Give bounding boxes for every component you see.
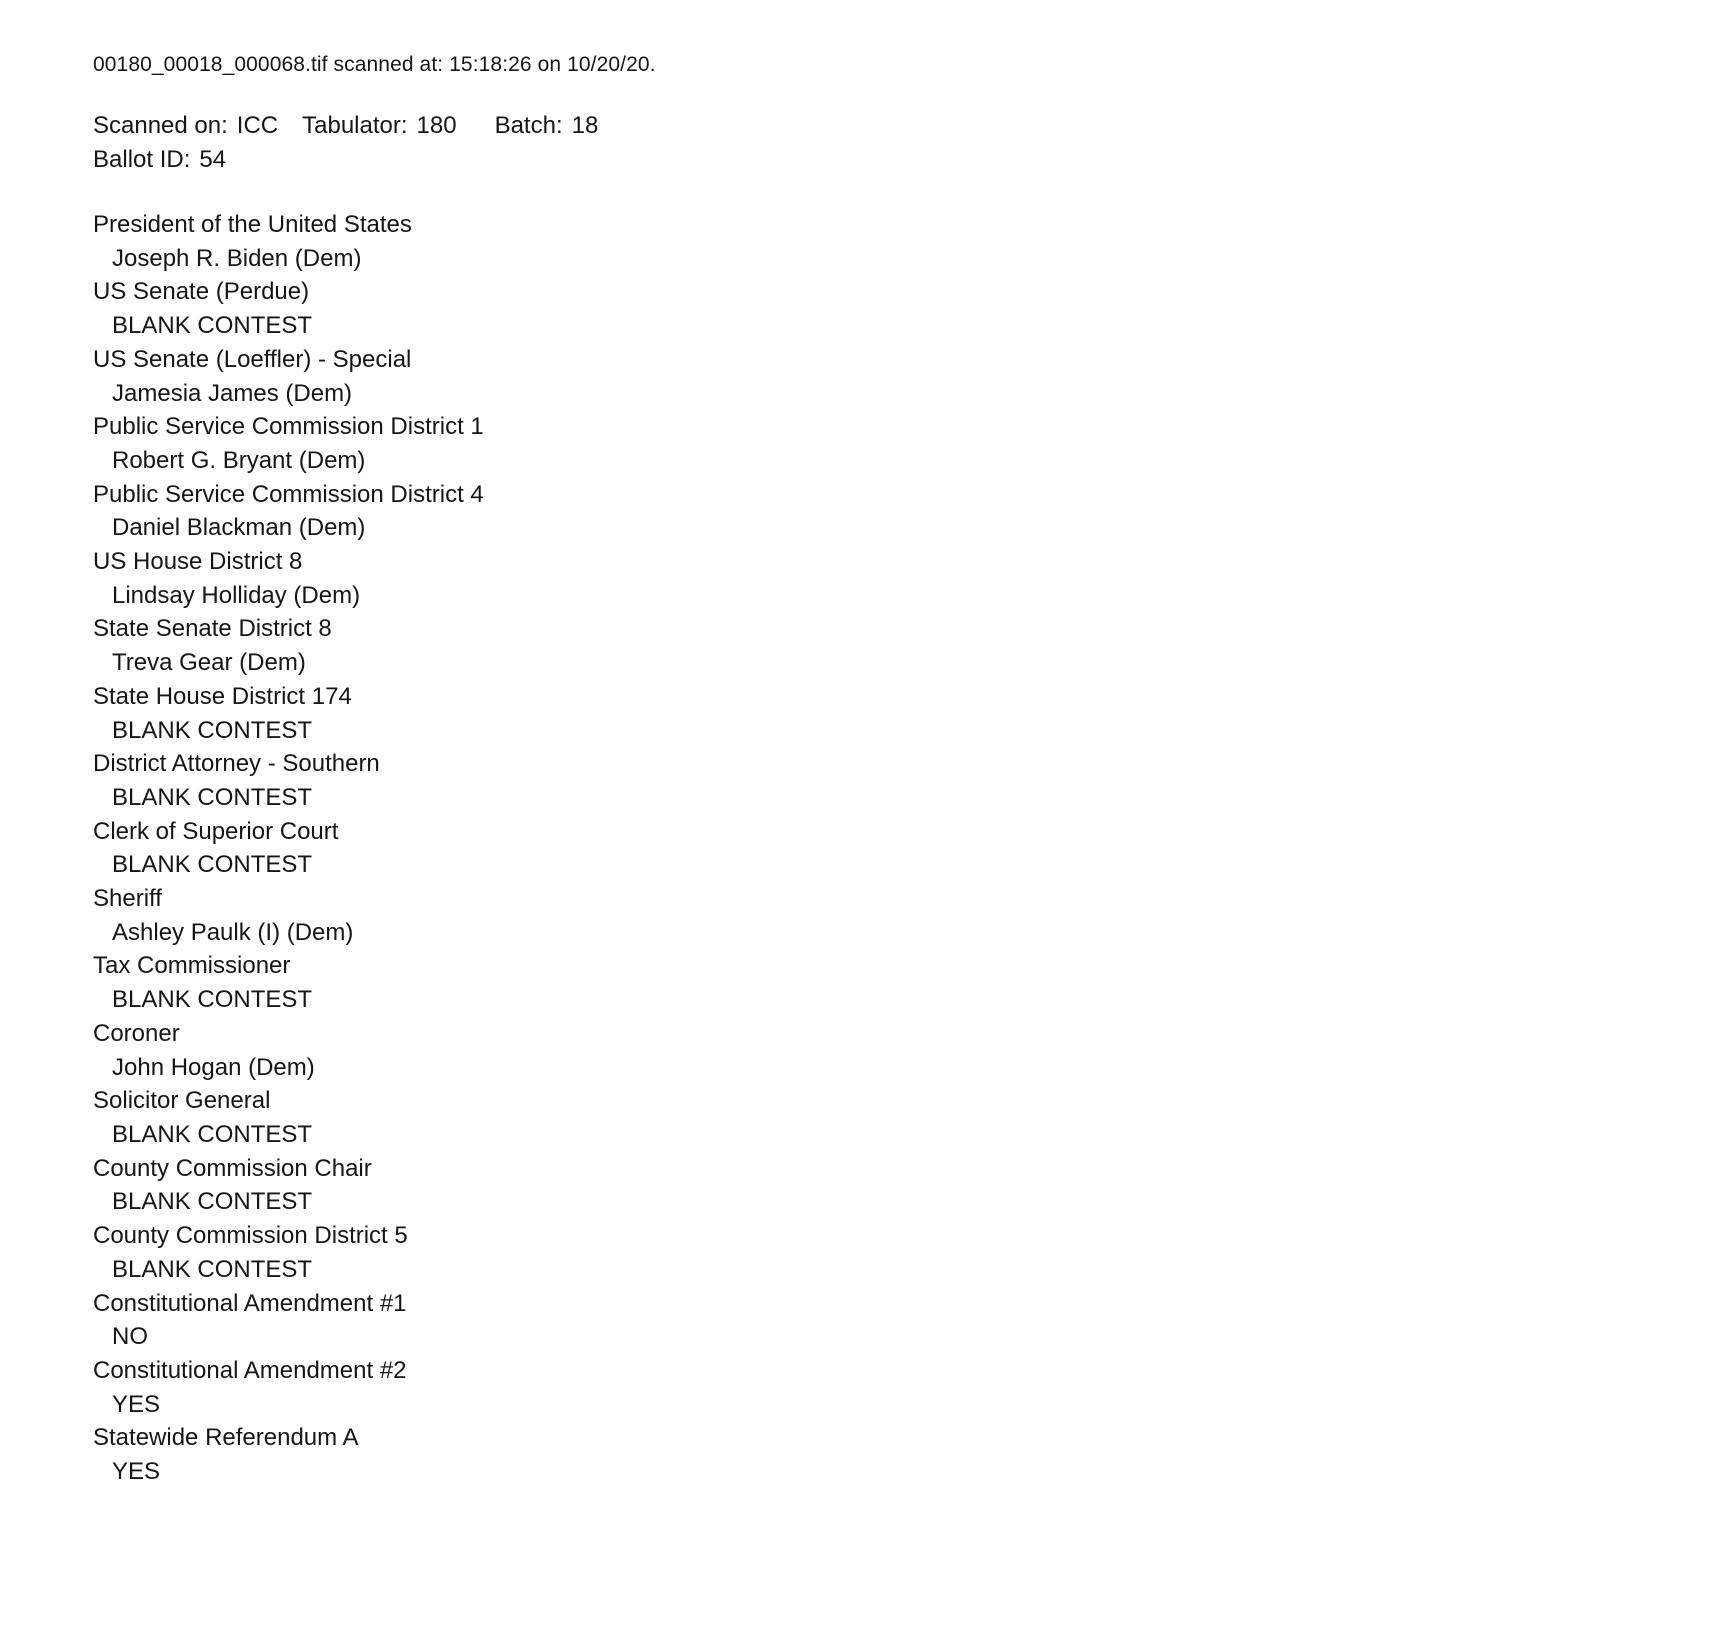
contest-selection: Robert G. Bryant (Dem) [112, 446, 366, 474]
batch-label: Batch: [494, 112, 563, 139]
tabulator-value: 180 [416, 112, 457, 139]
contest-selection: YES [112, 1390, 161, 1418]
contest-block [93, 1219, 1672, 1286]
contest-block [93, 275, 1672, 342]
contest-name: Solicitor General [93, 1087, 271, 1115]
contest-block [93, 208, 1672, 275]
contest-block [93, 1354, 1672, 1421]
contest-selection: BLANK CONTEST [112, 783, 313, 811]
scanned-on-field [93, 109, 278, 143]
contest-name: District Attorney - Southern [93, 750, 380, 778]
contest-block [93, 545, 1672, 612]
contest-name: US Senate (Loeffler) - Special [93, 345, 412, 373]
contest-name: State Senate District 8 [93, 615, 332, 643]
contest-selection: BLANK CONTEST [112, 851, 313, 879]
ballot-id-value: 54 [199, 146, 227, 173]
contest-block [93, 1017, 1672, 1084]
contest-selection: John Hogan (Dem) [112, 1053, 315, 1081]
contest-name: Constitutional Amendment #1 [93, 1289, 407, 1317]
tabulator-field [302, 109, 456, 143]
contest-block [93, 612, 1672, 679]
contest-block [93, 1084, 1672, 1151]
scanned-on-label: Scanned on: [93, 112, 228, 139]
contest-selection: Treva Gear (Dem) [112, 649, 306, 677]
contest-name: Constitutional Amendment #2 [93, 1356, 407, 1384]
contest-selection: Lindsay Holliday (Dem) [112, 581, 361, 609]
contest-name: Public Service Commission District 1 [93, 413, 484, 441]
contest-name: Sheriff [93, 885, 162, 913]
contest-selection: BLANK CONTEST [112, 986, 313, 1014]
contest-name: Tax Commissioner [93, 952, 291, 980]
contest-selection: Daniel Blackman (Dem) [112, 514, 366, 542]
batch-field [495, 109, 599, 143]
tabulator-label: Tabulator: [302, 112, 408, 139]
scan-info-block [93, 109, 1672, 177]
contest-block [93, 1421, 1672, 1488]
batch-value: 18 [571, 112, 599, 139]
contest-name: US Senate (Perdue) [93, 278, 310, 306]
contest-list [93, 208, 1672, 1489]
contest-selection: BLANK CONTEST [112, 1188, 313, 1216]
contest-name: Clerk of Superior Court [93, 817, 339, 845]
contest-name: US House District 8 [93, 548, 303, 576]
contest-selection: BLANK CONTEST [112, 1255, 313, 1283]
contest-name: County Commission District 5 [93, 1222, 408, 1250]
contest-name: Statewide Referendum A [93, 1424, 359, 1452]
contest-selection: BLANK CONTEST [112, 1120, 313, 1148]
contest-selection: BLANK CONTEST [112, 716, 313, 744]
contest-name: State House District 174 [93, 682, 352, 710]
contest-block [93, 882, 1672, 949]
contest-name: Public Service Commission District 4 [93, 480, 484, 508]
scan-info-row [93, 109, 1672, 143]
contest-name: County Commission Chair [93, 1154, 372, 1182]
scan-filename-header: 00180_00018_000068.tif scanned at: 15:18:26 on 10/20/20. [93, 53, 656, 76]
contest-block [93, 815, 1672, 882]
contest-selection: YES [112, 1458, 161, 1486]
ballot-id-field [93, 143, 226, 177]
contest-name: President of the United States [93, 211, 412, 238]
contest-block [93, 747, 1672, 814]
contest-block [93, 1152, 1672, 1219]
contest-selection: Ashley Paulk (I) (Dem) [112, 918, 354, 946]
contest-selection: BLANK CONTEST [112, 312, 313, 340]
contest-block [93, 949, 1672, 1016]
scanned-on-value: ICC [236, 112, 279, 139]
contest-block [93, 478, 1672, 545]
contest-block [93, 680, 1672, 747]
contest-block [93, 410, 1672, 477]
ballot-id-label: Ballot ID: [93, 146, 191, 173]
ballot-id-row [93, 143, 1672, 177]
contest-block [93, 343, 1672, 410]
contest-block [93, 1287, 1672, 1354]
contest-name: Coroner [93, 1019, 180, 1047]
contest-selection: NO [112, 1323, 148, 1351]
contest-selection: Joseph R. Biden (Dem) [112, 244, 362, 272]
contest-selection: Jamesia James (Dem) [112, 379, 353, 407]
